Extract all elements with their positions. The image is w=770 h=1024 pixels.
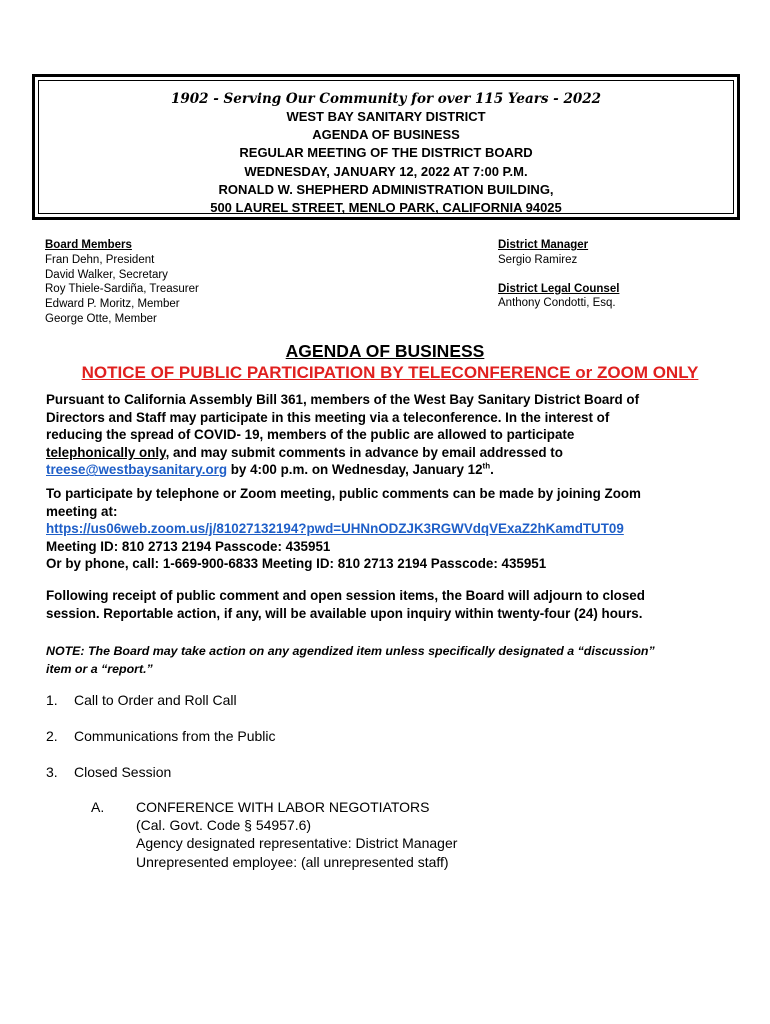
following-line: Following receipt of public comment and open session items, the Board will adjourn to closed [46, 588, 645, 603]
telephonically-only: telephonically only [46, 444, 166, 460]
pursuant-line [46, 444, 736, 462]
subitem-lines [136, 798, 457, 871]
board-member: Roy Thiele-Sardiña, Treasurer [45, 283, 199, 296]
meeting-date: WEDNESDAY, JANUARY 12, 2022 AT 7:00 P.M. [244, 163, 528, 179]
agenda-item-number: 3. [46, 764, 58, 780]
agenda-item-label: Closed Session [74, 764, 172, 780]
district-manager-title: District Manager [498, 239, 589, 251]
board-member: Edward P. Moritz, Member [45, 298, 180, 311]
subitem-letter: A. [91, 799, 105, 815]
meeting-building: RONALD W. SHEPHERD ADMINISTRATION BUILDING, [218, 181, 554, 197]
board-member: David Walker, Secretary [45, 268, 168, 281]
subitem-line: CONFERENCE WITH LABOR NEGOTIATORS [136, 799, 430, 815]
board-member: Fran Dehn, President [45, 253, 155, 266]
agenda-item-number: 2. [46, 728, 58, 744]
subitem-line: Unrepresented employee: (all unrepresented staff) [136, 853, 449, 870]
pursuant-line [46, 461, 736, 479]
header-agenda: AGENDA OF BUSINESS [312, 127, 460, 143]
email-link[interactable]: treese@westbaysanitary.org [46, 462, 228, 478]
meeting-type: REGULAR MEETING OF THE DISTRICT BOARD [239, 145, 533, 161]
pursuant-paragraph [46, 391, 736, 479]
note-paragraph [46, 643, 746, 678]
pursuant-line: Directors and Staff may participate in this meeting via a teleconference. In the interest of [46, 409, 610, 425]
pursuant-line: Pursuant to California Assembly Bill 361, members of the West Bay Sanitary District Board of [46, 392, 640, 407]
subitem-line: (Cal. Govt. Code § 54957.6) [136, 817, 312, 834]
board-member: George Otte, Member [45, 312, 157, 325]
note-line: NOTE: The Board may take action on any agendized item unless specifically designated a “discussion” [46, 644, 655, 658]
notice-title: NOTICE OF PUBLIC PARTICIPATION BY TELECONFERENCE or ZOOM ONLY [81, 363, 699, 382]
following-line: session. Reportable action, if any, will be available upon inquiry within twenty-four (24) hours. [46, 605, 643, 621]
meeting-id: Meeting ID: 810 2713 2194 Passcode: 435951 [46, 538, 331, 554]
header-tagline: 1902 - Serving Our Community for over 115 Years - 2022 [170, 91, 602, 107]
date-suffix: th [482, 461, 491, 471]
agenda-item [46, 728, 276, 745]
legal-counsel-title: District Legal Counsel [498, 282, 620, 295]
header-box [32, 74, 740, 220]
note-line: item or a “report.” [46, 661, 153, 676]
deadline-text: by 4:00 p.m. on Wednesday, January 12 [227, 462, 483, 478]
zoom-link[interactable]: https://us06web.zoom.us/j/81027132194?pwd=UHNnODZJK3RGWVdqVExaZ2hKamdTUT09 [46, 521, 624, 537]
subitem-line: Agency designated representative: District Manager [136, 835, 458, 852]
agenda-item-number: 1. [46, 692, 58, 708]
header-box-inner [38, 80, 734, 214]
agenda-item-label: Communications from the Public [74, 728, 276, 744]
agenda-item [46, 692, 237, 709]
agenda-title: AGENDA OF BUSINESS [285, 341, 485, 361]
board-members-title: Board Members [45, 239, 132, 251]
zoom-paragraph [46, 485, 736, 573]
phone-info: Or by phone, call: 1-669-900-6833 Meeting ID: 810 2713 2194 Passcode: 435951 [46, 556, 547, 572]
district-name: WEST BAY SANITARY DISTRICT [286, 109, 486, 124]
legal-counsel-name: Anthony Condotti, Esq. [498, 297, 616, 310]
agenda-item-label: Call to Order and Roll Call [74, 692, 237, 708]
district-manager-name: Sergio Ramirez [498, 253, 578, 266]
zoom-line: To participate by telephone or Zoom meeting, public comments can be made by joining Zoom [46, 486, 641, 501]
zoom-line: meeting at: [46, 503, 118, 519]
deadline-end: . [490, 462, 494, 478]
closed-session-paragraph [46, 587, 736, 622]
board-members [45, 238, 199, 327]
district-staff [498, 238, 619, 311]
pursuant-line-rest: , and may submit comments in advance by email addressed to [165, 444, 563, 460]
meeting-address: 500 LAUREL STREET, MENLO PARK, CALIFORNIA 94025 [210, 200, 562, 216]
pursuant-line: reducing the spread of COVID- 19, members of the public are allowed to participate [46, 427, 575, 443]
agenda-item [46, 764, 171, 781]
